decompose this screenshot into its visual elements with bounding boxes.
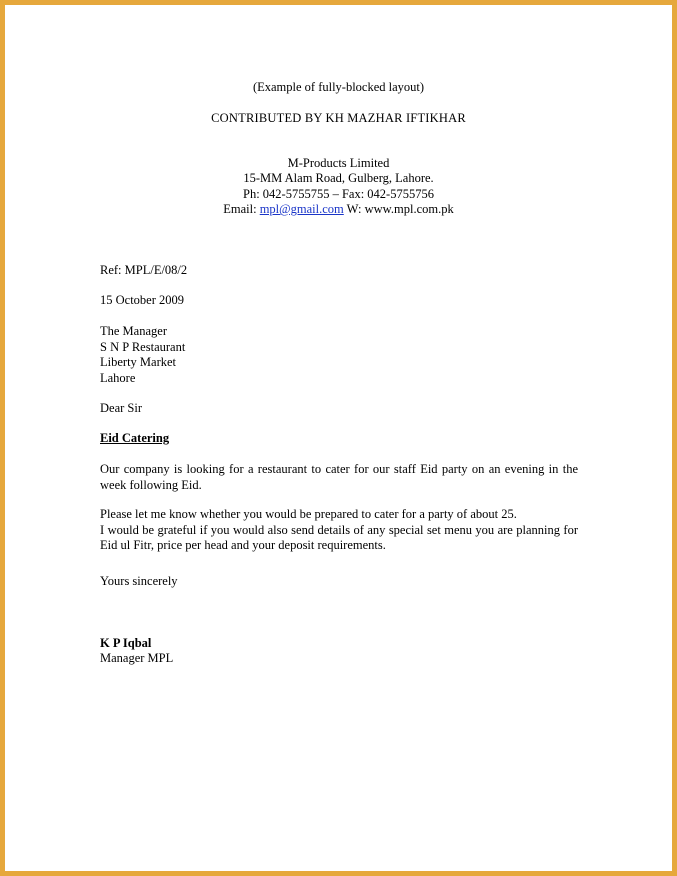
recipient-address (100, 324, 578, 386)
example-note: (Example of fully-blocked layout) (252, 80, 425, 94)
body-paragraph-2 (100, 507, 578, 554)
letter-date: 15 October 2009 (100, 293, 185, 307)
recipient-line: Liberty Market (100, 355, 177, 369)
email-label: Email: (223, 202, 260, 216)
closing: Yours sincerely (100, 574, 178, 588)
signer-title: Manager MPL (100, 651, 174, 665)
subject-line: Eid Catering (100, 431, 170, 445)
sender-phone-fax: Ph: 042-5755755 – Fax: 042-5755756 (243, 187, 434, 201)
salutation: Dear Sir (100, 401, 142, 415)
web-address: W: www.mpl.com.pk (343, 202, 454, 216)
paragraph-2-first-line: Please let me know whether you would be prepared to cater for a party of about 25. (100, 507, 517, 521)
recipient-line: S N P Restaurant (100, 339, 186, 354)
sender-company: M-Products Limited (287, 156, 390, 170)
recipient-line: The Manager (100, 324, 167, 338)
reference: Ref: MPL/E/08/2 (100, 263, 188, 277)
sender-address: 15-MM Alam Road, Gulberg, Lahore. (243, 171, 434, 185)
recipient-line: Lahore (100, 370, 136, 385)
paragraph-2-rest: I would be grateful if you would also send details of any special set menu you are planning for Eid ul Fitr, price per head and your deposit requirements. (100, 522, 578, 552)
email-link[interactable]: mpl@gmail.com (259, 202, 344, 216)
sender-email-web (0, 202, 677, 218)
contributor-line: CONTRIBUTED BY KH MAZHAR IFTIKHAR (211, 111, 466, 125)
body-paragraph-1: Our company is looking for a restaurant to cater for our staff Eid party on an evening in the week following Eid. (100, 462, 578, 492)
signer-name: K P Iqbal (100, 636, 152, 650)
